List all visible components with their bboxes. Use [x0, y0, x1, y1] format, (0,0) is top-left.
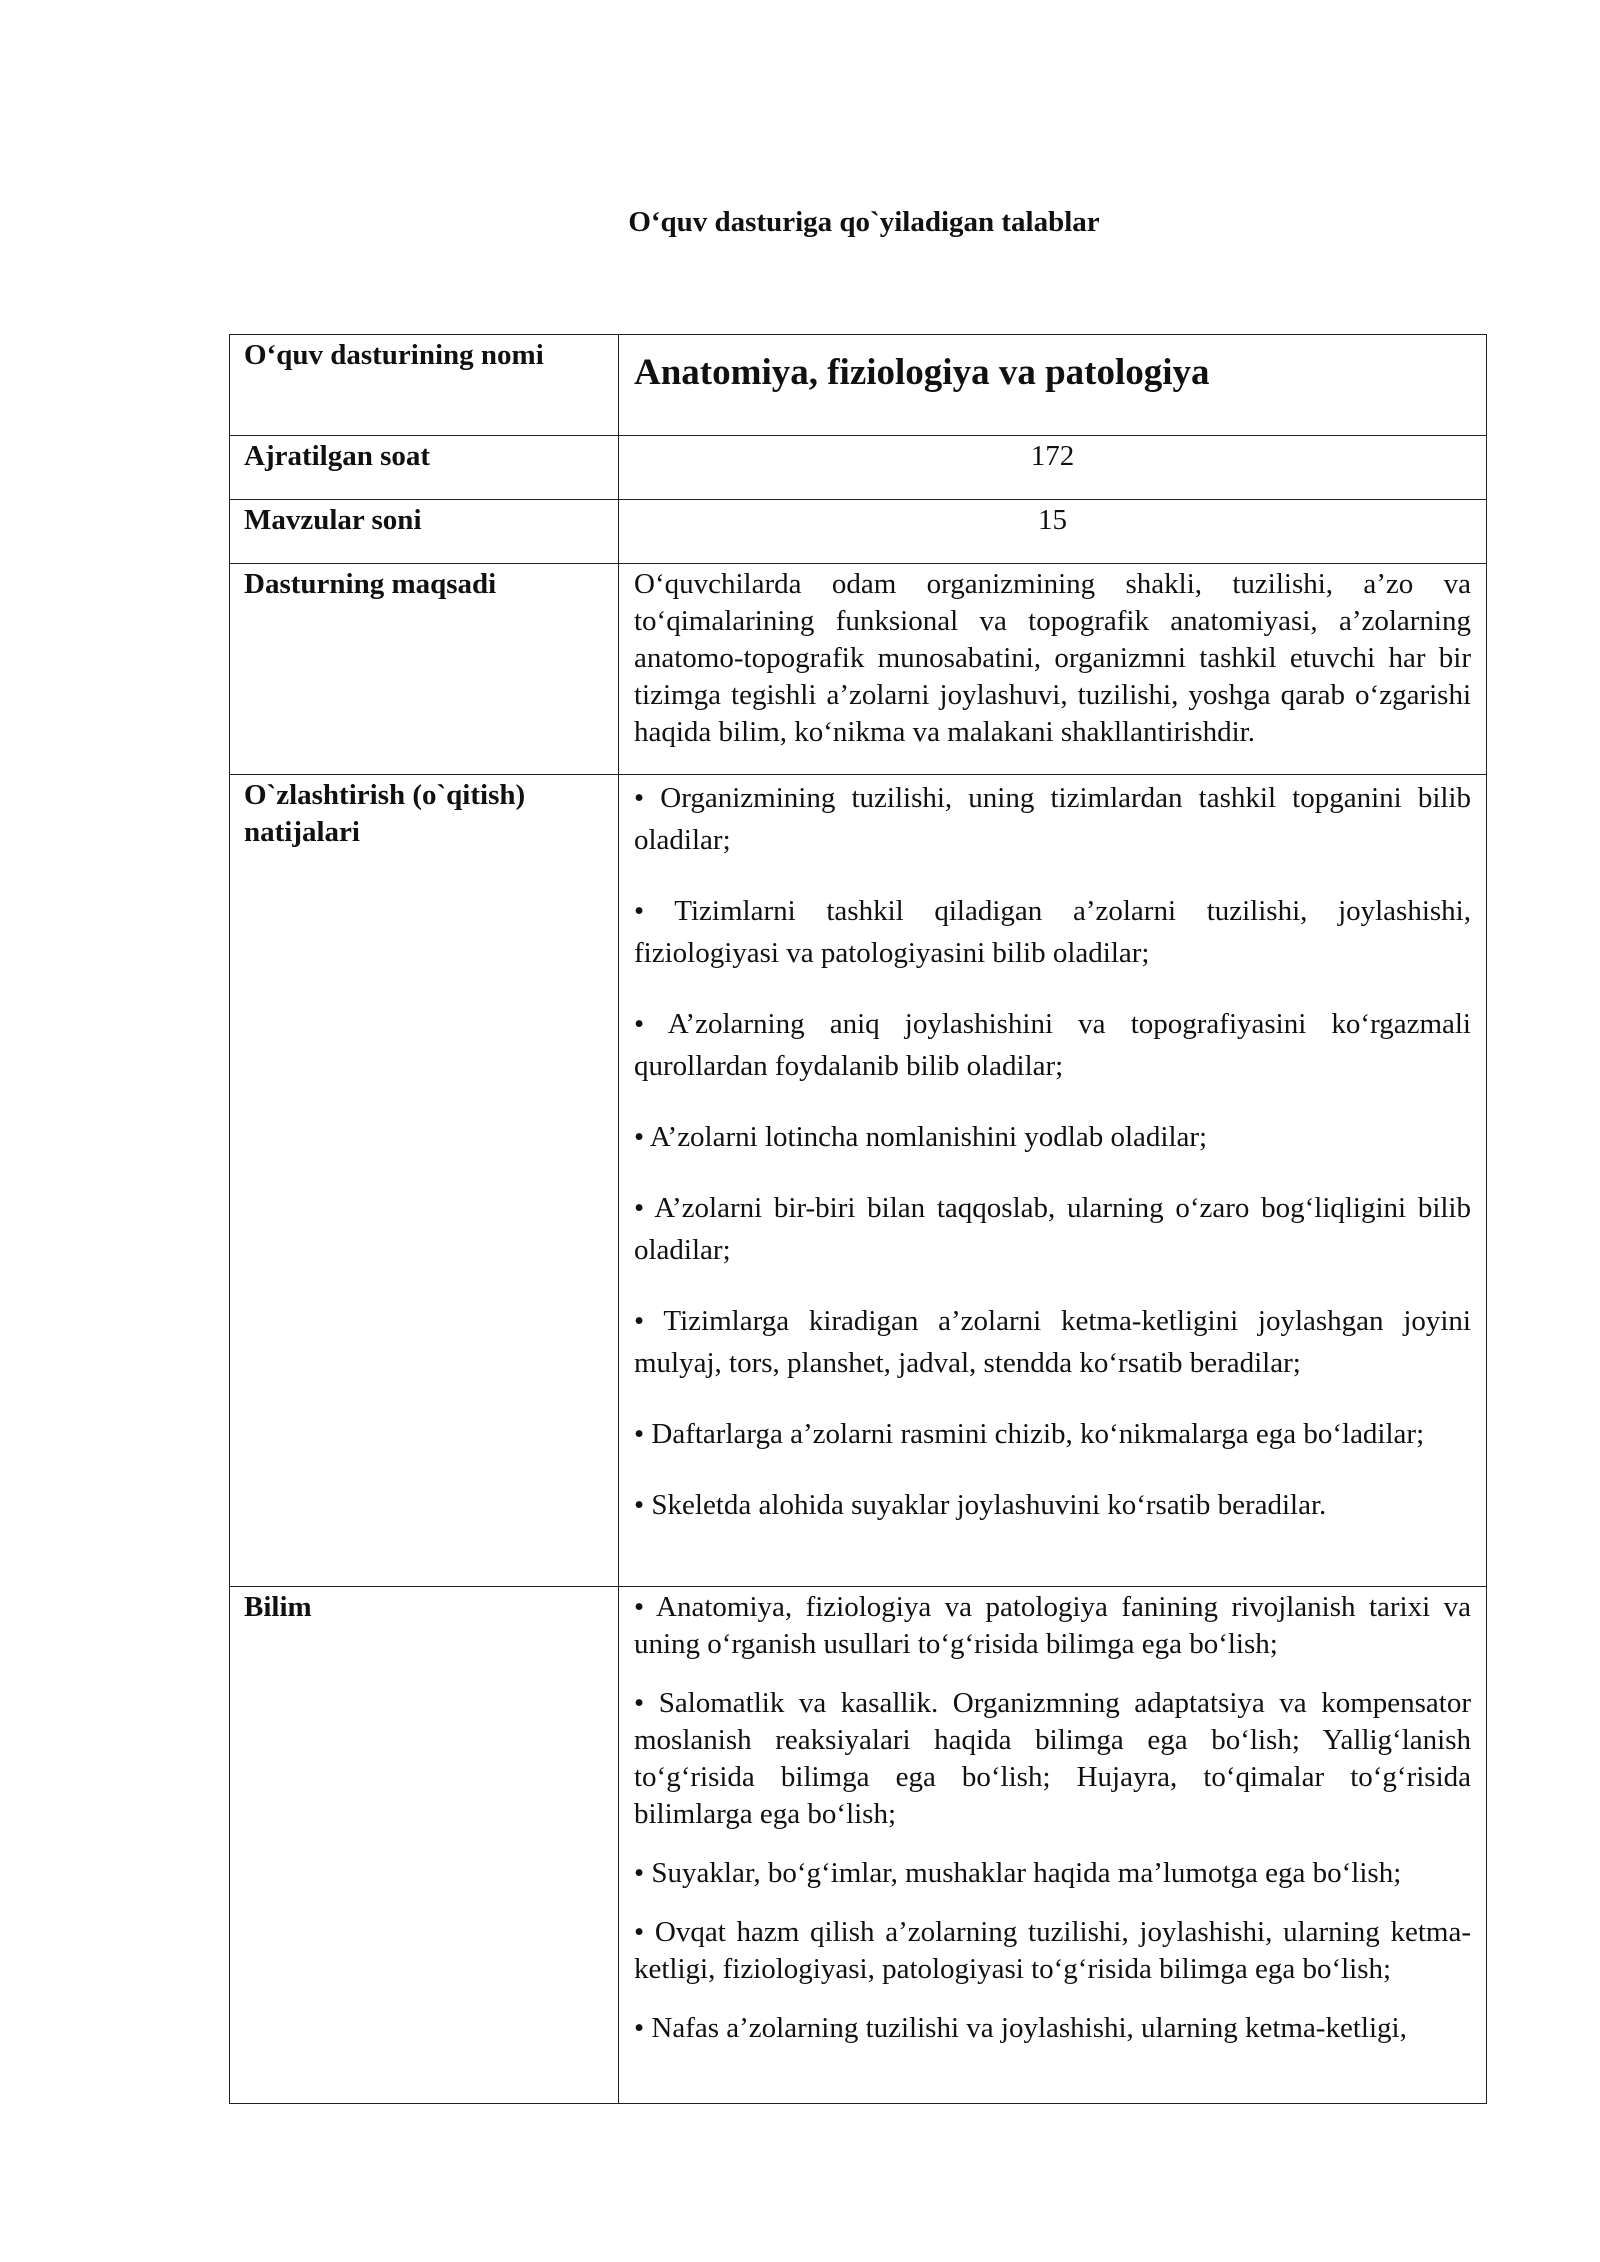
topics-label: Mavzular soni — [230, 500, 619, 564]
list-item: • Salomatlik va kasallik. Organizmning adaptatsiya va kompensator moslanish reaksiyalari haqida bilimga ega bo‘lish; Yallig‘lanish to‘g‘risida bilimga ega bo‘lish; Hujayra, to‘qimalar to‘g‘risida bilimlarga ega bo‘lish; — [634, 1687, 1471, 1830]
list-item: • Daftarlarga a’zolarni rasmini chizib, ko‘nikmalarga ega bo‘ladilar; — [634, 1418, 1425, 1450]
goal-label: Dasturning maqsadi — [230, 564, 619, 775]
list-item: • A’zolarni bir-biri bilan taqqoslab, ularning o‘zaro bog‘liqligini bilib oladilar; — [634, 1192, 1471, 1266]
list-item: • A’zolarning aniq joylashishini va topografiyasini ko‘rgazmali qurollardan foydalanib bilib oladilar; — [634, 1008, 1471, 1082]
list-item: • A’zolarni lotincha nomlanishini yodlab oladilar; — [634, 1121, 1208, 1153]
table-row-hours — [230, 436, 1487, 500]
list-item: • Organizmining tuzilishi, uning tizimlardan tashkil topganini bilib oladilar; — [634, 782, 1471, 856]
results-label: O`zlashtirish (o`qitish) natijalari — [230, 775, 619, 1587]
document-title: O‘quv dasturiga qo`yiladigan talablar — [628, 206, 1100, 238]
program-name-value: Anatomiya, fiziologiya va patologiya — [634, 352, 1210, 393]
requirements-table — [229, 334, 1487, 2104]
table-row-knowledge — [230, 1587, 1487, 2104]
list-item: • Tizimlarga kiradigan a’zolarni ketma-ketligini joylashgan joyini mulyaj, tors, planshet, jadval, stendda ko‘rsatib beradilar; — [634, 1305, 1471, 1379]
results-list — [619, 775, 1487, 1587]
program-name-label: O‘quv dasturining nomi — [230, 335, 619, 436]
knowledge-list — [619, 1587, 1487, 2104]
topics-value: 15 — [619, 500, 1487, 564]
list-item: • Anatomiya, fiziologiya va patologiya fanining rivojlanish tarixi va uning o‘rganish usullari to‘g‘risida bilimga ega bo‘lish; — [634, 1591, 1471, 1660]
list-item: • Suyaklar, bo‘g‘imlar, mushaklar haqida ma’lumotga ega bo‘lish; — [634, 1857, 1402, 1889]
knowledge-label: Bilim — [230, 1587, 619, 2104]
table-row-program-name — [230, 335, 1487, 436]
list-item: • Nafas a’zolarning tuzilishi va joylashishi, ularning ketma-ketligi, — [634, 2012, 1407, 2044]
hours-value: 172 — [619, 436, 1487, 500]
list-item: • Skeletda alohida suyaklar joylashuvini ko‘rsatib beradilar. — [634, 1489, 1327, 1521]
goal-value: O‘quvchilarda odam organizmining shakli, tuzilishi, a’zo va to‘qimalarining funksional va topografik anatomiyasi, a’zolarning anatomo-topografik munosabatini, organizmni tashkil etuvchi har bir tizimga tegishli a’zolarni joylashuvi, tuzilishi, yoshga qarab o‘zgarishi haqida bilim, ko‘nikma va malakani shakllantirishdir. — [619, 564, 1487, 775]
list-item: • Ovqat hazm qilish a’zolarning tuzilishi, joylashishi, ularning ketma-ketligi, fiziologiyasi, patologiyasi to‘g‘risida bilimga ega bo‘lish; — [634, 1916, 1471, 1985]
hours-label: Ajratilgan soat — [230, 436, 619, 500]
table-row-goal — [230, 564, 1487, 775]
list-item: • Tizimlarni tashkil qiladigan a’zolarni tuzilishi, joylashishi, fiziologiyasi va patologiyasini bilib oladilar; — [634, 895, 1471, 969]
table-row-results — [230, 775, 1487, 1587]
program-name-cell — [619, 335, 1487, 436]
table-row-topics — [230, 500, 1487, 564]
